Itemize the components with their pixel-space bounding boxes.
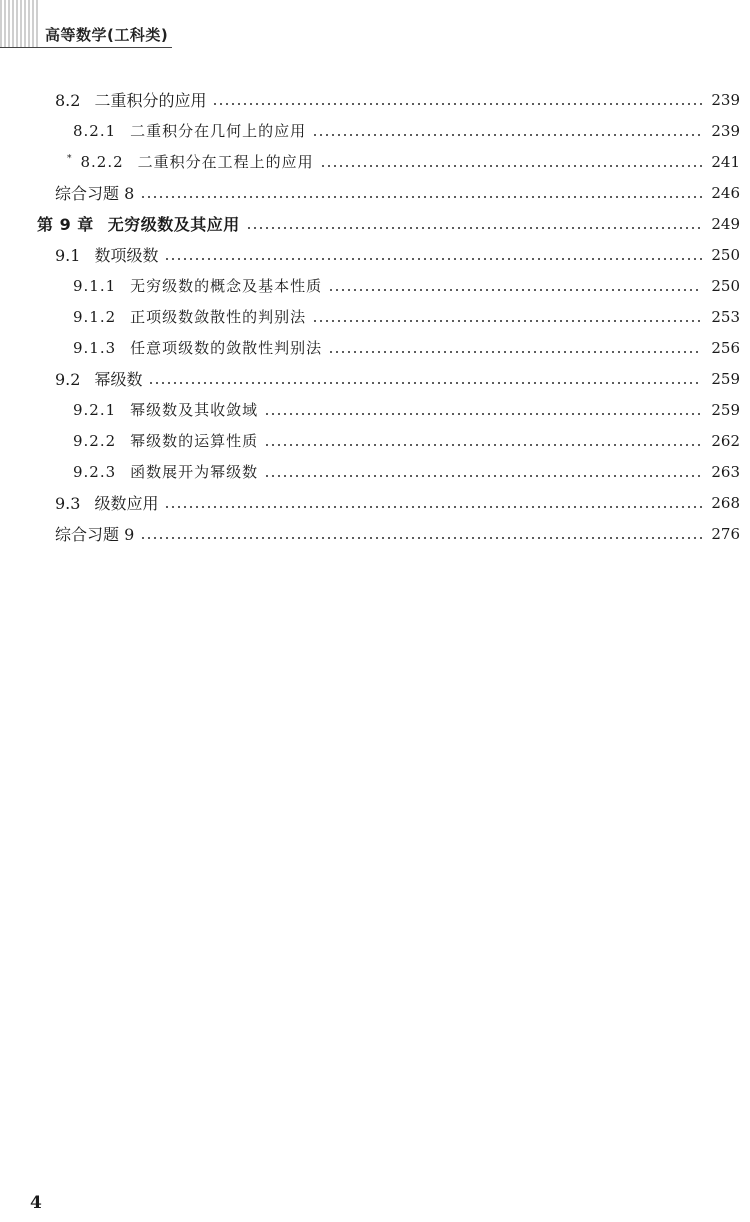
toc-entry-page: 268 [711,493,740,512]
toc-entry-number: 9.1.3 [73,339,117,357]
dot-leader [264,402,702,418]
toc-entry-page: 259 [711,369,740,388]
toc-entry-number: 9.2.2 [73,432,117,450]
toc-entry-label [73,120,306,141]
toc-entry-page: 249 [711,214,740,233]
dot-leader [312,309,702,325]
toc-entry-page: 262 [711,431,740,450]
toc-entry-title: 二重积分在工程上的应用 [137,153,314,171]
dot-leader [328,340,702,356]
table-of-contents [0,84,750,549]
toc-entry[interactable] [0,115,750,146]
optional-section-marker: * [67,154,73,164]
dot-leader [164,247,702,263]
toc-entry-title: 无穷级数的概念及基本性质 [130,277,323,295]
toc-entry-title: 任意项级数的敛散性判别法 [130,339,323,357]
toc-entry[interactable] [0,425,750,456]
toc-chapter-number: 第 9 章 [37,215,94,234]
toc-entry[interactable] [0,487,750,518]
toc-entry-number: 9.2.1 [73,401,117,419]
toc-entry-page: 239 [711,121,740,140]
toc-entry-label [37,212,240,235]
toc-entry-title: 函数展开为幂级数 [130,463,259,481]
toc-entry-title: 二重积分的应用 [94,91,207,110]
toc-entry-title: 无穷级数及其应用 [107,215,240,234]
toc-entry[interactable] [0,239,750,270]
toc-entry-title: 幂级数的运算性质 [130,432,259,450]
dot-leader [246,216,702,232]
toc-entry[interactable] [0,456,750,487]
dot-leader [212,92,702,108]
toc-entry[interactable] [0,332,750,363]
toc-entry-page: 259 [711,400,740,419]
dot-leader [264,433,702,449]
dot-leader [164,495,702,511]
toc-chapter-entry[interactable] [0,208,750,239]
toc-entry-title: 幂级数及其收敛域 [130,401,259,419]
toc-entry-page: 241 [711,152,740,171]
toc-entry-label [73,399,258,420]
toc-entry-label [73,306,306,327]
toc-entry-number: 8.2 [55,91,81,110]
toc-entry-title: 级数应用 [94,494,159,513]
toc-entry[interactable] [0,84,750,115]
toc-entry-label [73,337,322,358]
book-title: 高等数学(工科类) [45,26,169,44]
dot-leader [140,185,702,201]
toc-entry-number: 8.2.2 [80,153,124,171]
toc-entry-number: 9.1 [55,246,81,265]
header-stripe-decoration [0,0,38,47]
toc-entry-label [55,243,158,266]
toc-entry-number: 9.2.3 [73,463,117,481]
toc-entry[interactable] [0,146,750,177]
toc-entry-title: 数项级数 [94,246,159,265]
toc-entry-title: 幂级数 [94,370,143,389]
toc-entry-label [73,275,322,296]
dot-leader [320,154,702,170]
toc-entry-page: 250 [711,276,740,295]
toc-entry-title: 综合习题 8 [55,184,135,203]
toc-entry-page: 263 [711,462,740,481]
dot-leader [264,464,702,480]
dot-leader [148,371,702,387]
toc-entry[interactable] [0,394,750,425]
toc-entry-title: 二重积分在几何上的应用 [130,122,307,140]
toc-entry[interactable] [0,518,750,549]
dot-leader [328,278,702,294]
toc-entry[interactable] [0,177,750,208]
toc-entry-label [55,491,158,514]
toc-entry-number: 9.1.1 [73,277,117,295]
toc-entry-label [55,367,142,390]
header-rule [0,47,172,48]
page-number: 4 [30,1193,42,1213]
toc-entry-title: 综合习题 9 [55,525,135,544]
toc-entry-label [73,430,258,451]
toc-entry-page: 256 [711,338,740,357]
toc-entry-page: 246 [711,183,740,202]
toc-entry-label [55,88,206,111]
toc-entry[interactable] [0,270,750,301]
toc-entry-number: 9.3 [55,494,81,513]
toc-entry-label [67,151,314,172]
toc-entry-number: 9.2 [55,370,81,389]
toc-entry-number: 8.2.1 [73,122,117,140]
toc-entry[interactable] [0,363,750,394]
running-header [0,0,750,52]
dot-leader [312,123,702,139]
toc-entry-title: 正项级数敛散性的判别法 [130,308,307,326]
toc-entry-page: 250 [711,245,740,264]
toc-entry-page: 239 [711,90,740,109]
toc-entry-label [73,461,258,482]
toc-entry-page: 253 [711,307,740,326]
toc-entry-number: 9.1.2 [73,308,117,326]
toc-entry-page: 276 [711,524,740,543]
toc-entry[interactable] [0,301,750,332]
dot-leader [140,526,702,542]
